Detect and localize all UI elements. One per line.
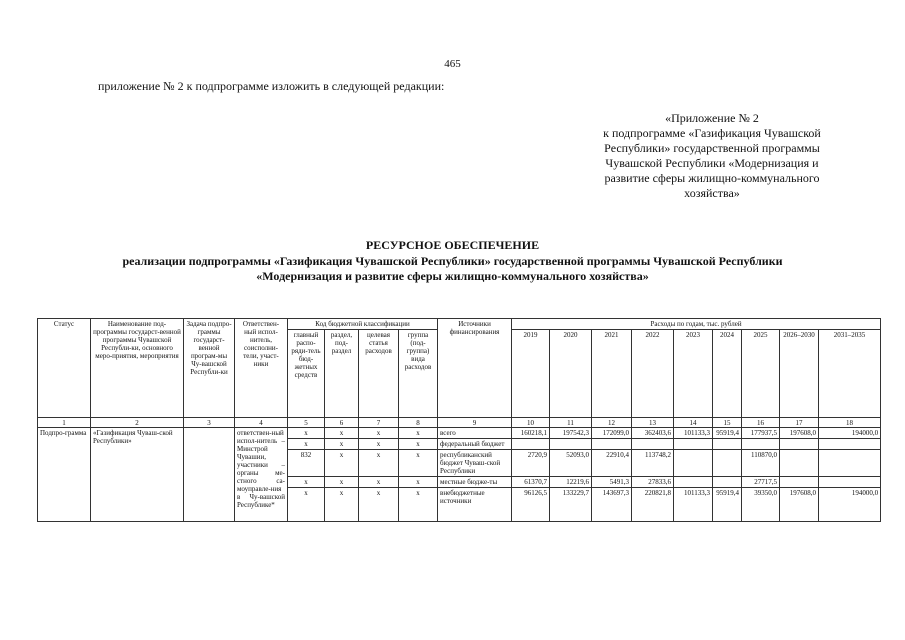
- appendix-line: к подпрограмме «Газификация Чувашской: [603, 126, 821, 140]
- cell-value: 172099,0: [592, 428, 632, 439]
- cell-bc-target: x: [359, 477, 399, 488]
- header-status: Статус: [38, 319, 91, 418]
- header-sources: Источники финансирования: [438, 319, 512, 418]
- header-bc-main: главный распо-ряди-тель бюд-жетных средств: [288, 330, 325, 418]
- cell-source: местные бюдже-ты: [438, 477, 512, 488]
- cell-value: 160218,1: [512, 428, 550, 439]
- cell-bc-section: x: [325, 488, 359, 522]
- header-expenses: Расходы по годам, тыс. рублей: [512, 319, 881, 330]
- column-number-row: [38, 418, 881, 428]
- cell-value: [819, 477, 881, 488]
- cell-value: 197608,0: [780, 428, 819, 439]
- header-year: 2025: [742, 330, 780, 418]
- cell-value: [512, 439, 550, 450]
- cell-value: 95919,4: [713, 488, 742, 522]
- column-number: 15: [713, 418, 742, 428]
- cell-bc-target: x: [359, 439, 399, 450]
- header-responsible: Ответствен-ный испол-нитель, соисполни-тели, участ-ники: [235, 319, 288, 418]
- cell-value: [632, 439, 674, 450]
- cell-value: [742, 439, 780, 450]
- cell-value: [674, 439, 713, 450]
- header-year: 2024: [713, 330, 742, 418]
- cell-bc-section: x: [325, 439, 359, 450]
- cell-bc-section: x: [325, 477, 359, 488]
- header-year: 2020: [550, 330, 592, 418]
- cell-bc-group: x: [399, 428, 438, 439]
- column-number: 2: [91, 418, 184, 428]
- column-number: 12: [592, 418, 632, 428]
- cell-value: 194000,0: [819, 488, 881, 522]
- cell-value: [780, 477, 819, 488]
- header-year: 2031–2035: [819, 330, 881, 418]
- cell-value: 110870,0: [742, 450, 780, 477]
- cell-value: 5491,3: [592, 477, 632, 488]
- column-number: 6: [325, 418, 359, 428]
- cell-value: 52093,0: [550, 450, 592, 477]
- header-year: 2019: [512, 330, 550, 418]
- column-number: 10: [512, 418, 550, 428]
- header-name: Наименование под-программы государст-венной программы Чувашской Республи-ки, основного меро-приятия, мероприятия: [91, 319, 184, 418]
- cell-value: 27833,6: [632, 477, 674, 488]
- cell-value: 12219,6: [550, 477, 592, 488]
- cell-value: [819, 450, 881, 477]
- header-year: 2023: [674, 330, 713, 418]
- cell-bc-group: x: [399, 477, 438, 488]
- cell-bc-group: x: [399, 488, 438, 522]
- cell-value: 61370,7: [512, 477, 550, 488]
- cell-value: [819, 439, 881, 450]
- cell-value: [780, 439, 819, 450]
- row-status: Подпро-грамма: [38, 428, 91, 522]
- header-year: 2021: [592, 330, 632, 418]
- cell-source: внебюджетные источники: [438, 488, 512, 522]
- cell-bc-group: x: [399, 450, 438, 477]
- cell-value: 96126,5: [512, 488, 550, 522]
- cell-value: [674, 450, 713, 477]
- appendix-line: Чувашской Республики «Модернизация и: [605, 156, 819, 170]
- row-responsible: ответствен-ный испол-нитель – Минстрой Чувашии, участники – органы ме-стного са-моуправле-ния в Чу-вашской Республике*: [235, 428, 288, 522]
- subtitle-line: реализации подпрограммы «Газификация Чувашской Республики» государственной программы Чувашской Республики: [122, 254, 783, 268]
- cell-value: 197542,3: [550, 428, 592, 439]
- cell-bc-main: x: [288, 477, 325, 488]
- cell-value: [713, 477, 742, 488]
- header-bc-target: целевая статья расходов: [359, 330, 399, 418]
- cell-bc-main: 832: [288, 450, 325, 477]
- column-number: 5: [288, 418, 325, 428]
- cell-bc-section: x: [325, 428, 359, 439]
- appendix-line: Республики» государственной программы: [604, 141, 820, 155]
- cell-value: 95919,4: [713, 428, 742, 439]
- appendix-line: хозяйства»: [684, 186, 740, 200]
- cell-bc-section: x: [325, 450, 359, 477]
- cell-bc-main: x: [288, 428, 325, 439]
- cell-value: 133229,7: [550, 488, 592, 522]
- cell-value: 101133,3: [674, 428, 713, 439]
- cell-value: [592, 439, 632, 450]
- row-task: [184, 428, 235, 522]
- cell-value: [713, 450, 742, 477]
- resource-table: [37, 318, 881, 522]
- column-number: 8: [399, 418, 438, 428]
- row-name: «Газификация Чуваш-ской Республики»: [91, 428, 184, 522]
- column-number: 17: [780, 418, 819, 428]
- cell-bc-target: x: [359, 428, 399, 439]
- cell-value: 362403,6: [632, 428, 674, 439]
- cell-value: [674, 477, 713, 488]
- header-bc-section: раздел, под-раздел: [325, 330, 359, 418]
- table-row: [38, 428, 881, 439]
- column-number: 18: [819, 418, 881, 428]
- header-year: 2026–2030: [780, 330, 819, 418]
- appendix-header: [560, 111, 864, 201]
- column-number: 4: [235, 418, 288, 428]
- appendix-line: развитие сферы жилищно-коммунального: [604, 171, 820, 185]
- page-number: 465: [444, 58, 461, 70]
- cell-value: 177937,5: [742, 428, 780, 439]
- column-number: 3: [184, 418, 235, 428]
- cell-value: 101133,3: [674, 488, 713, 522]
- column-number: 1: [38, 418, 91, 428]
- cell-value: [550, 439, 592, 450]
- cell-value: [780, 450, 819, 477]
- cell-bc-main: x: [288, 488, 325, 522]
- cell-value: 194000,0: [819, 428, 881, 439]
- document-title: РЕСУРСНОЕ ОБЕСПЕЧЕНИЕ: [365, 238, 540, 252]
- cell-source: республиканский бюджет Чуваш-ской Республики: [438, 450, 512, 477]
- cell-value: 39350,0: [742, 488, 780, 522]
- column-number: 7: [359, 418, 399, 428]
- column-number: 16: [742, 418, 780, 428]
- column-number: 11: [550, 418, 592, 428]
- cell-source: всего: [438, 428, 512, 439]
- header-bc-group: группа (под-группа) вида расходов: [399, 330, 438, 418]
- cell-bc-target: x: [359, 450, 399, 477]
- header-year: 2022: [632, 330, 674, 418]
- cell-value: 113748,2: [632, 450, 674, 477]
- cell-value: 143697,3: [592, 488, 632, 522]
- cell-value: 197608,0: [780, 488, 819, 522]
- cell-value: 22910,4: [592, 450, 632, 477]
- column-number: 14: [674, 418, 713, 428]
- header-budget-code: Код бюджетной классификации: [288, 319, 438, 330]
- subtitle-line: «Модернизация и развитие сферы жилищно-коммунального хозяйства»: [256, 269, 649, 283]
- header-task: Задача подпро-граммы государст-венной програм-мы Чу-вашской Республи-ки: [184, 319, 235, 418]
- column-number: 13: [632, 418, 674, 428]
- column-number: 9: [438, 418, 512, 428]
- cell-value: 220821,8: [632, 488, 674, 522]
- cell-bc-target: x: [359, 488, 399, 522]
- cell-bc-group: x: [399, 439, 438, 450]
- cell-bc-main: x: [288, 439, 325, 450]
- document-subtitle: [0, 254, 905, 284]
- cell-value: 27717,5: [742, 477, 780, 488]
- intro-text: приложение № 2 к подпрограмме изложить в следующей редакции:: [98, 79, 445, 93]
- appendix-line: «Приложение № 2: [665, 111, 759, 125]
- cell-value: [713, 439, 742, 450]
- cell-value: 2720,9: [512, 450, 550, 477]
- cell-source: федеральный бюджет: [438, 439, 512, 450]
